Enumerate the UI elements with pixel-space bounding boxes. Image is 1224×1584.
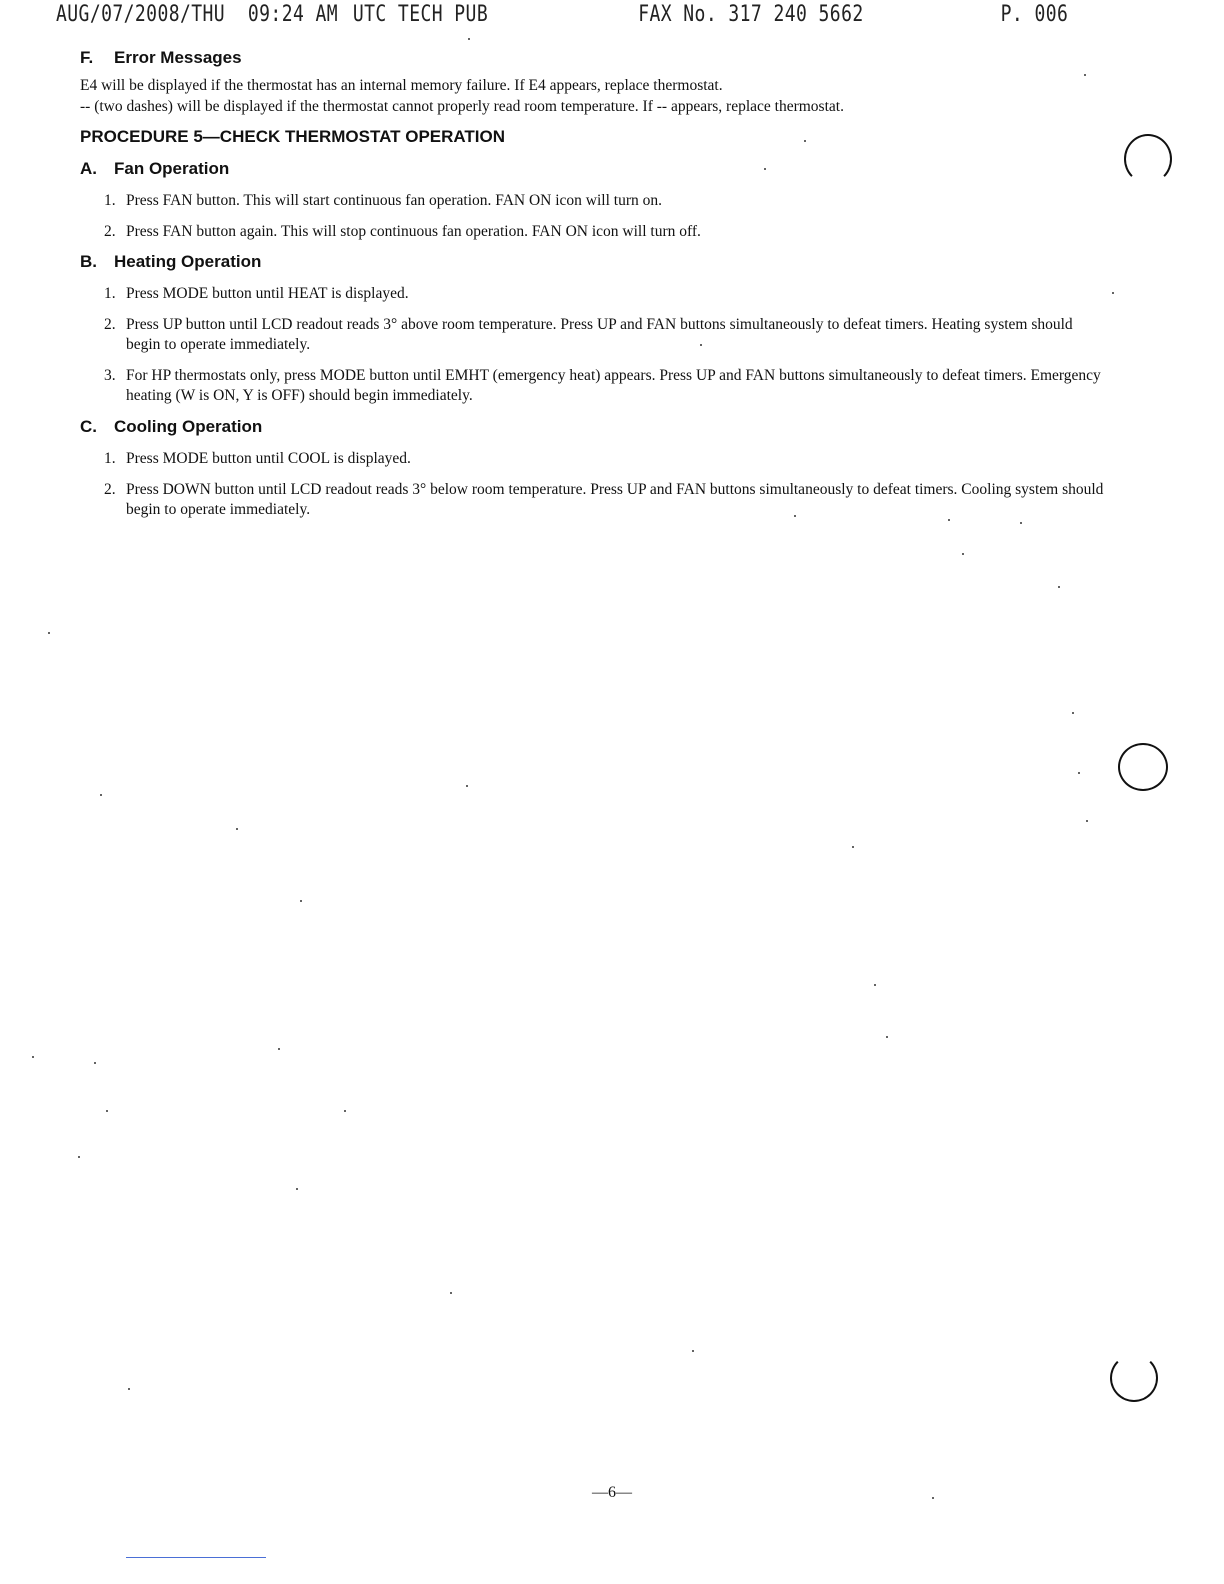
section-heading-cooling-operation xyxy=(80,417,262,437)
scan-speck xyxy=(296,1188,298,1190)
error-message-line: -- (two dashes) will be displayed if the thermostat cannot properly read room temperature. If -- appears, replace thermostat. xyxy=(80,98,844,115)
item-text: For HP thermostats only, press MODE button until EMHT (emergency heat) appears. Press UP and FAN buttons simultaneously to defeat timers. Emergency heating (W is ON, Y is OFF) should begin immediately. xyxy=(126,367,1101,404)
scan-speck xyxy=(852,846,854,848)
fax-time: 09:24 AM xyxy=(247,2,339,27)
scan-speck xyxy=(1058,586,1060,588)
item-number: 2. xyxy=(104,481,116,498)
punch-hole-mark xyxy=(1124,134,1172,184)
scan-speck xyxy=(1084,74,1086,76)
scan-speck xyxy=(1072,712,1074,714)
scan-speck xyxy=(764,168,766,170)
item-number: 2. xyxy=(104,223,116,240)
section-title: Error Messages xyxy=(114,48,242,67)
section-letter: C. xyxy=(80,417,97,436)
list-item xyxy=(104,449,1108,469)
scan-speck xyxy=(236,828,238,830)
scan-speck xyxy=(466,785,468,787)
scan-speck xyxy=(886,1036,888,1038)
fax-header xyxy=(56,2,1069,32)
scan-speck xyxy=(278,1048,280,1050)
scan-speck xyxy=(106,1110,108,1112)
scan-speck xyxy=(78,1156,80,1158)
section-title: Cooling Operation xyxy=(114,417,263,436)
fax-sender: UTC TECH PUB xyxy=(352,2,489,27)
scan-speck xyxy=(948,519,950,521)
scan-speck xyxy=(962,553,964,555)
scan-speck xyxy=(1086,820,1088,822)
scan-speck xyxy=(700,344,702,346)
item-text: Press FAN button. This will start continuous fan operation. FAN ON icon will turn on. xyxy=(126,192,663,209)
scan-speck xyxy=(1078,772,1080,774)
section-letter: B. xyxy=(80,252,97,271)
error-message-line: E4 will be displayed if the thermostat has an internal memory failure. If E4 appears, replace thermostat. xyxy=(80,77,723,94)
punch-hole-mark xyxy=(1118,743,1168,791)
scan-speck xyxy=(94,1062,96,1064)
scan-speck xyxy=(692,1350,694,1352)
fax-page: P. 006 xyxy=(1000,2,1069,27)
list-item xyxy=(104,222,1108,242)
scan-speck xyxy=(1020,522,1022,524)
scan-speck xyxy=(450,1292,452,1294)
scan-speck xyxy=(344,1110,346,1112)
list-item xyxy=(104,366,1108,406)
item-number: 1. xyxy=(104,450,116,467)
scan-speck xyxy=(32,1056,34,1058)
item-number: 2. xyxy=(104,316,116,333)
list-item xyxy=(104,191,1108,211)
punch-hole-mark xyxy=(1110,1354,1158,1402)
scan-speck xyxy=(128,1388,130,1390)
list-item xyxy=(104,480,1108,520)
scan-speck xyxy=(794,515,796,517)
section-letter: A. xyxy=(80,159,97,178)
section-heading-error-messages xyxy=(80,48,242,68)
scan-speck xyxy=(100,794,102,796)
procedure-heading: PROCEDURE 5—CHECK THERMOSTAT OPERATION xyxy=(80,127,506,146)
scan-speck xyxy=(1112,292,1114,294)
page-number: —6— xyxy=(592,1484,632,1501)
fax-date: AUG/07/2008/THU xyxy=(56,2,226,27)
item-text: Press DOWN button until LCD readout reads 3° below room temperature. Press UP and FAN buttons simultaneously to defeat timers. Cooling system should begin to operate immediately. xyxy=(126,481,1104,518)
scan-edge-rule xyxy=(126,1557,266,1558)
item-text: Press UP button until LCD readout reads 3° above room temperature. Press UP and FAN buttons simultaneously to defeat timers. Heating system should begin to operate immediately. xyxy=(126,316,1073,353)
scan-speck xyxy=(468,38,470,40)
section-title: Heating Operation xyxy=(114,252,262,271)
section-letter: F. xyxy=(80,48,94,67)
fax-number: FAX No. 317 240 5662 xyxy=(638,2,864,27)
section-heading-fan-operation xyxy=(80,159,229,179)
scan-speck xyxy=(300,900,302,902)
scan-speck xyxy=(804,140,806,142)
item-number: 1. xyxy=(104,285,116,302)
item-number: 1. xyxy=(104,192,116,209)
section-title: Fan Operation xyxy=(114,159,230,178)
section-heading-heating-operation xyxy=(80,252,261,272)
item-number: 3. xyxy=(104,367,116,384)
item-text: Press MODE button until COOL is displayed. xyxy=(126,450,411,467)
scan-speck xyxy=(874,984,876,986)
scan-speck xyxy=(48,632,50,634)
item-text: Press FAN button again. This will stop continuous fan operation. FAN ON icon will turn off. xyxy=(126,223,701,240)
list-item xyxy=(104,284,1108,304)
list-item xyxy=(104,315,1108,355)
item-text: Press MODE button until HEAT is displayed. xyxy=(126,285,409,302)
